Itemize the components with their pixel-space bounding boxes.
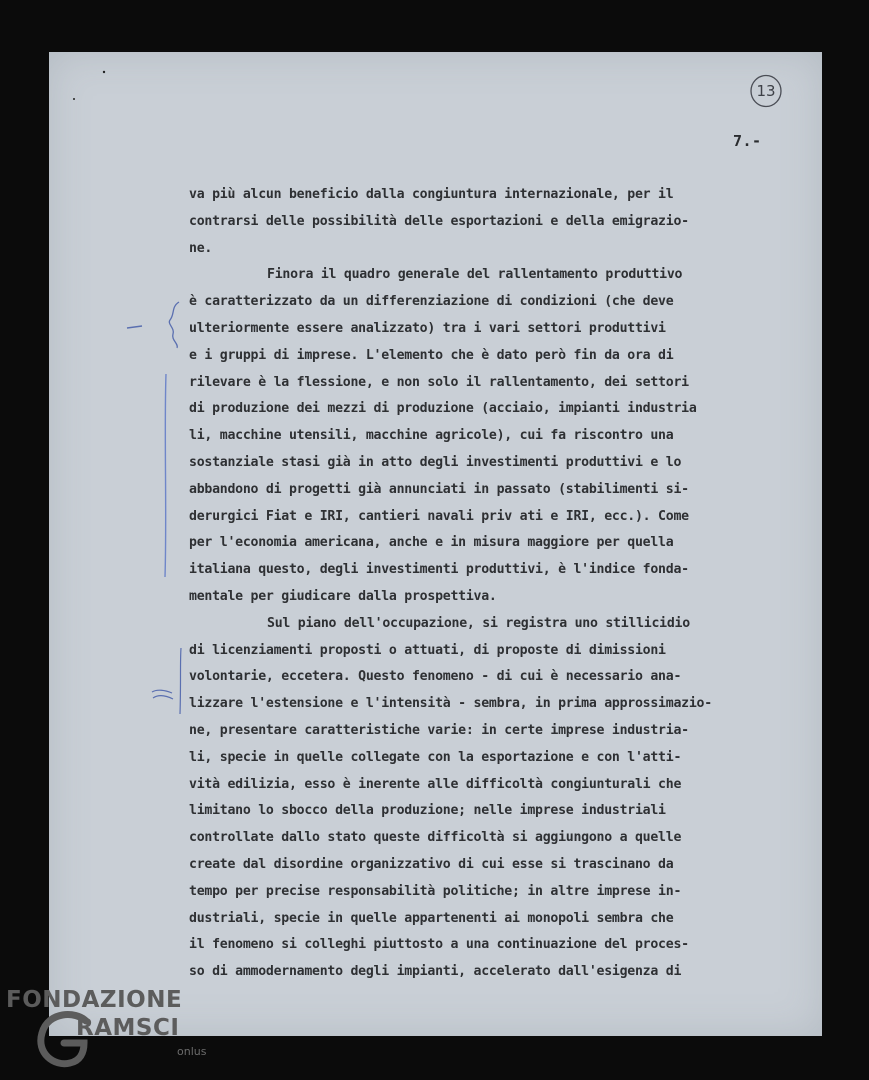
text-line: ne, presentare caratteristiche varie: in certe imprese industria- xyxy=(189,722,689,738)
text-line: volontarie, eccetera. Questo fenomeno - di cui è necessario ana- xyxy=(189,669,682,685)
vertical-line-mark-icon xyxy=(165,374,166,577)
text-line: so di ammodernamento degli impianti, accelerato dall'esigenza di xyxy=(189,964,682,980)
text-line: mentale per giudicare dalla prospettiva. xyxy=(189,588,497,604)
watermark-line1: FONDAZIONE xyxy=(6,987,183,1013)
folio-number: 13 xyxy=(756,82,776,100)
page-number: 7.- xyxy=(733,132,762,150)
folio-stamp xyxy=(749,74,783,108)
text-line: contrarsi delle possibilità delle esportazioni e della emigrazio- xyxy=(189,213,689,229)
typed-body-text xyxy=(189,182,814,986)
document-page xyxy=(49,52,822,1036)
side-mark-icon xyxy=(152,648,181,714)
text-line: abbandono di progetti già annunciati in passato (stabilimenti si- xyxy=(189,481,689,497)
text-line: italiana questo, degli investimenti produttivi, è l'indice fonda- xyxy=(189,562,689,578)
text-line: di produzione dei mezzi di produzione (acciaio, impianti industria xyxy=(189,401,697,417)
text-line: ne. xyxy=(189,240,213,256)
margin-annotations xyxy=(49,52,189,1036)
text-line: ulteriormente essere analizzato) tra i vari settori produttivi xyxy=(189,320,666,336)
text-line: derurgici Fiat e IRI, cantieri navali priv ati e IRI, ecc.). Come xyxy=(189,508,689,524)
text-line: lizzare l'estensione e l'intensità - sembra, in prima approssimazio- xyxy=(189,696,712,712)
text-line: è caratterizzato da un differenziazione di condizioni (che deve xyxy=(189,294,674,310)
text-line: vità edilizia, esso è inerente alle difficoltà congiunturali che xyxy=(189,776,682,792)
text-line: Finora il quadro generale del rallentamento produttivo xyxy=(267,267,683,283)
text-line: tempo per precise responsabilità politiche; in altre imprese in- xyxy=(189,883,682,899)
fondazione-gramsci-watermark xyxy=(6,985,216,1065)
watermark-sub: onlus xyxy=(177,1045,207,1058)
brace-mark-icon xyxy=(127,302,179,348)
text-line: create dal disordine organizzativo di cui esse si trascinano da xyxy=(189,856,674,872)
text-line: per l'economia americana, anche e in misura maggiore per quella xyxy=(189,535,674,551)
text-line: sostanziale stasi già in atto degli investimenti produttivi e lo xyxy=(189,454,682,470)
text-line: controllate dallo stato queste difficoltà si aggiungono a quelle xyxy=(189,830,682,846)
text-line: rilevare è la flessione, e non solo il rallentamento, dei settori xyxy=(189,374,689,390)
text-line: li, specie in quelle collegate con la esportazione e con l'atti- xyxy=(189,749,682,765)
text-line: Sul piano dell'occupazione, si registra uno stillicidio xyxy=(267,615,690,631)
text-line: dustriali, specie in quelle appartenenti ai monopoli sembra che xyxy=(189,910,674,926)
text-line: di licenziamenti proposti o attuati, di proposte di dimissioni xyxy=(189,642,666,658)
text-line: limitano lo sbocco della produzione; nelle imprese industriali xyxy=(189,803,666,819)
text-line: li, macchine utensili, macchine agricole), cui fa riscontro una xyxy=(189,428,674,444)
text-line: e i gruppi di imprese. L'elemento che è dato però fin da ora di xyxy=(189,347,674,363)
watermark-line2: RAMSCI xyxy=(76,1015,180,1041)
text-line: va più alcun beneficio dalla congiuntura internazionale, per il xyxy=(189,187,674,202)
text-line: il fenomeno si colleghi piuttosto a una continuazione del proces- xyxy=(189,937,689,953)
